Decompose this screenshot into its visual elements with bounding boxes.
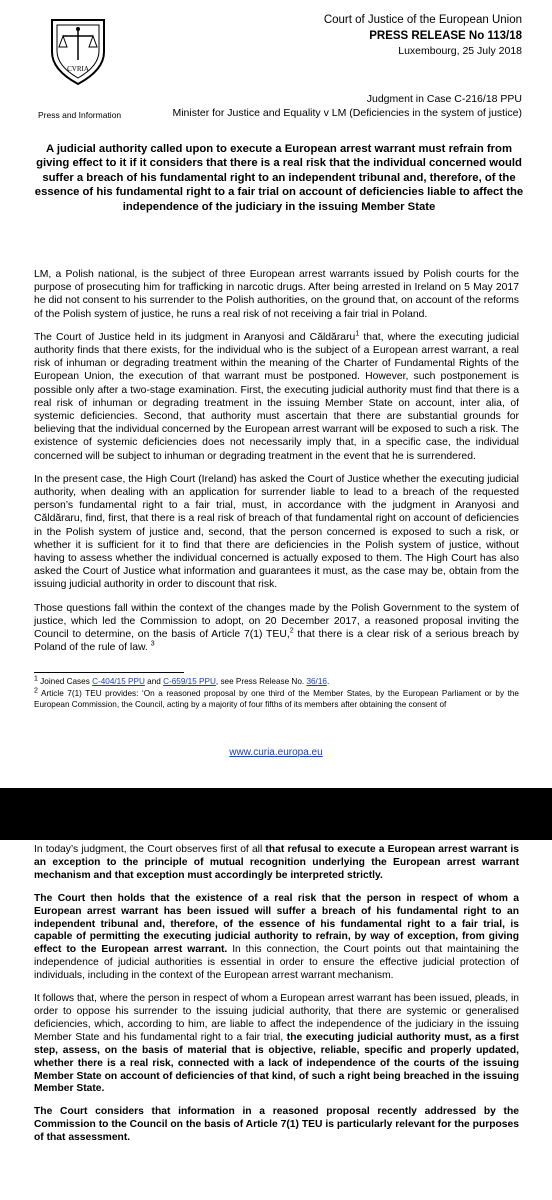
paragraph: In today’s judgment, the Court observes first of all that refusal to execute a European arrest warrant is an exception to the principle of mutual recognition underlying the European arrest warrant mechanism and that exception must accordingly be interpreted strictly. [34,844,520,881]
paragraph: LM, a Polish national, is the subject of three European arrest warrants issued by Polish courts for the purpose of prosecuting him for trafficking in narcotic drugs. After being arrested in Ireland on 5 May 2017 he did not consent to his surrender to the Polish authorities, on the ground that, on account of the reforms of the Polish system of justice, he runs a real risk of not receiving a fair trial in Poland. [34,269,519,320]
paragraph: The Court considers that information in a reasoned proposal recently addressed by the Commission to the Council on the basis of Article 7(1) TEU is particularly relevant for the purposes of that assessment. [34,1106,519,1144]
headline: A judicial authority called upon to execute a European arrest warrant must refrain from giving effect to it if it considers that there is a real risk that the individual concerned would suffer a breach of his fundamental right to an independent tribunal and, therefore, of the essence of his fundamental right to a fair trial on account of deficiencies liable to affect the independence of the judiciary in the issuing Member State [34,143,524,213]
press-and-information: Press and Information [38,110,122,120]
footnote-ref: 1 [355,330,360,338]
court-name: Court of Justice of the European Union [323,14,522,26]
curia-website-link[interactable]: www.curia.europa.eu [229,747,323,758]
paragraph: The Court then holds that the existence of a real risk that the person in respect of whom a European arrest warrant has been issued will suffer a breach of his fundamental right to an independent tribunal and, therefore, of the essence of his fundamental right to a fair trial, is capable of permitting the executing judicial authority to refrain, by way of exception, from giving effect to the European arrest warrant. In this connection, the Court points out that maintaining the independence of judicial authorities is essential in order to ensure the effective judicial protection of individuals, including in the context of the European arrest warrant mechanism. [34,892,519,982]
curia-logo [48,14,108,88]
footnotes [34,676,519,711]
paragraph: In the present case, the High Court (Ireland) has asked the Court of Justice whether the executing judicial authority, when dealing with an application for surrender liable to lead to a breach of the requested person’s fundamental right to a fair trial, must, in accordance with the judgment in Aranyosi and Căldăraru, find, first, that there is a real risk of breach of that fundamental right on account of deficiencies in the Polish system of justice and, second, that the person concerned is exposed to such a risk, or whether it is sufficient for it to find that there are deficiencies in the Polish system of justice, without having to assess whether the individual concerned is actually exposed to them. The High Court has also asked the Court of Justice what information and guarantees it must, as the case may be, obtain from the issuing judicial authority in order to discount that risk. [34,473,519,591]
press-release-header [324,12,522,59]
page-two [0,840,552,1200]
footnote-ref: 3 [150,640,155,648]
paragraph: The Court of Justice held in its judgment in Aranyosi and Căldăraru$^1$ that, where the executing judicial authority finds that there exists, for the individual who is the subject of a European arrest warrant, a real risk of inhuman or degrading treatment within the meaning of the Charter of Fundamental Rights of the European Union, the execution of that warrant must be postponed. However, such postponement is possible only after a two-stage examination. First, the executing judicial authority must find that there is a real risk of inhuman or degrading treatment in the issuing Member State on account, inter alia, of systemic deficiencies. Second, that authority must ascertain that there are substantial grounds for believing that the individual concerned by the European arrest warrant will be exposed to such a risk. The existence of systemic deficiencies does not necessarily imply that, in a specific case, the individual concerned will be subject to inhuman or degrading treatment in the event that he is surrendered. [34,330,519,462]
svg-text:CVRIA: CVRIA [67,65,89,73]
curia-website [0,747,552,758]
paragraph: Those questions fall within the context of the changes made by the Polish Government to the system of justice, which led the Commission to adopt, on 20 December 2017, a reasoned proposal inviting the Council to determine, on the basis of Article 7(1) TEU,$^2$ that there is a clear risk of a serious breach by Poland of the rule of law. $^3$ [34,602,519,654]
footnote-ref: 2 [289,627,294,635]
paragraph: It follows that, where the person in respect of whom a European arrest warrant has been issued, pleads, in order to oppose his surrender to the issuing judicial authority, that there are systemic or generalised deficiencies, which, according to him, are liable to affect the independence of the judiciary in the issuing Member State and his fundamental right to a fair trial, the executing judicial authority must, as a first step, assess, on the basis of material that is objective, reliable, specific and properly updated, whether there is a real risk, connected with a lack of independence of the courts of the issuing Member State on account of deficiencies of that kind, of such a right being breached in the issuing Member State. [34,993,519,1095]
press-release-number: PRESS RELEASE No 113/18 [369,30,522,42]
press-release-link-36-16[interactable]: 36/16 [306,677,327,686]
body-text-page-two [34,844,519,1155]
case-link-c-659-15[interactable]: C-659/15 PPU [163,677,216,686]
judgment-case-number: Judgment in Case C-216/18 PPU [366,93,522,105]
page-separator [0,788,552,840]
case-link-c-404-15[interactable]: C-404/15 PPU [92,677,145,686]
footnote-1: $^1$ Joined Cases C-404/15 PPU and C-659/15 PPU, see Press Release No. 36/16. [34,675,330,686]
case-title: Minister for Justice and Equality v LM (Deficiencies in the system of justice) [172,107,522,119]
footnote-divider [34,672,184,673]
footnote-2: $^2$ Article 7(1) TEU provides: ‘On a reasoned proposal by one third of the Member States, by the European Parliament or by the European Commission, the Council, acting by a majority of four fifths of its members after obtaining the consent of [34,687,519,709]
body-text-page-one [34,268,519,664]
place-and-date: Luxembourg, 25 July 2018 [398,45,522,57]
judgment-reference [172,92,522,120]
